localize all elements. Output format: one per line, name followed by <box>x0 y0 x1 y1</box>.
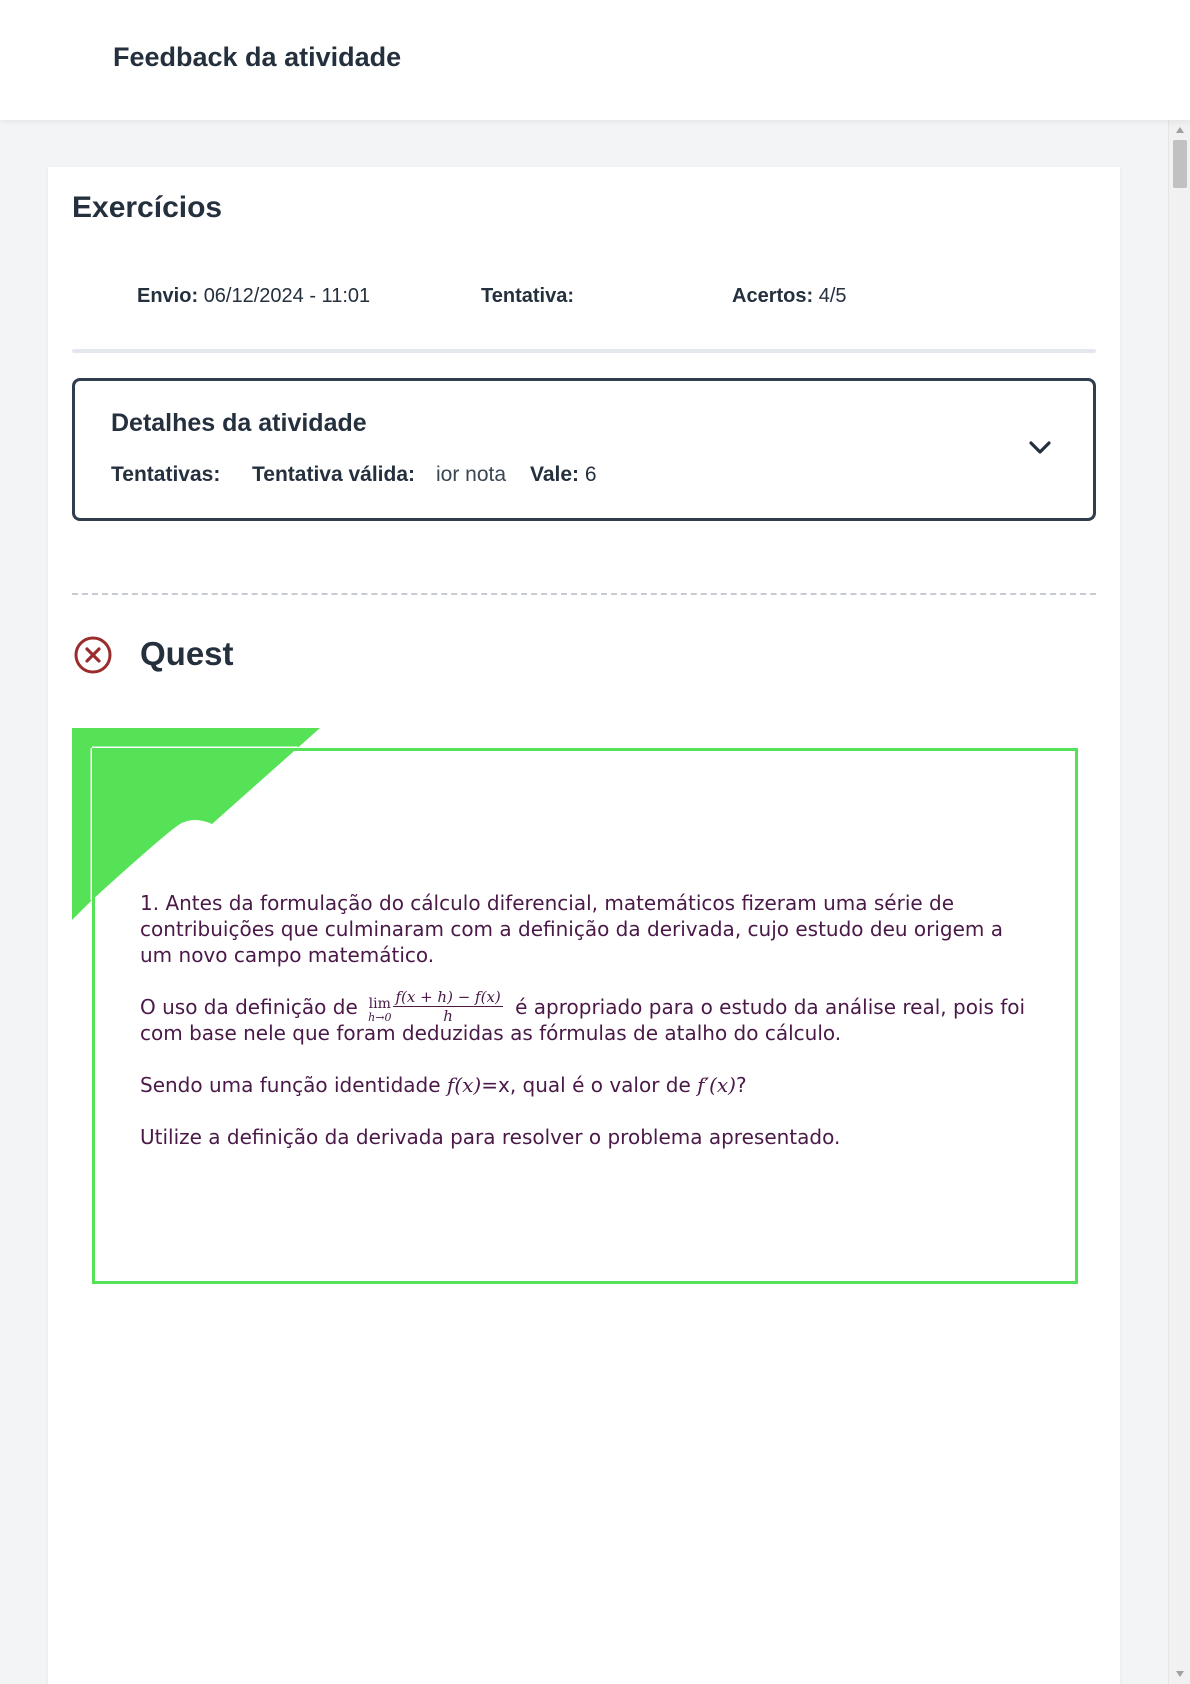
scroll-thumb[interactable] <box>1173 140 1187 188</box>
top-bar <box>0 0 1190 120</box>
lim-word: lim <box>368 995 391 1012</box>
activity-details-panel[interactable] <box>72 378 1096 521</box>
acertos-info <box>732 285 847 308</box>
x-circle-icon <box>72 634 114 676</box>
acertos-value: 4/5 <box>818 285 847 307</box>
p3-b: =x, qual é o valor de <box>481 1073 691 1097</box>
section-title: Exercícios <box>72 191 223 224</box>
question-paragraph-4: Utilize a definição da derivada para resolver o problema apresentado. <box>140 1125 841 1149</box>
question-paragraph-2 <box>140 988 1040 1046</box>
tentativas-label: Tentativas: <box>111 463 221 486</box>
scroll-up-arrow-icon[interactable] <box>1176 127 1184 133</box>
tentativa-valida-value: ior nota <box>436 463 507 486</box>
question-paragraph-3 <box>140 1072 1040 1098</box>
exercises-card <box>48 167 1120 1684</box>
question-text <box>140 890 1040 1176</box>
p2-after: é apropriado para o estudo da análise real, pois foi com base nele que foram deduzidas as fórmulas de atalho do cálculo. <box>140 995 1026 1045</box>
envio-info <box>137 285 370 308</box>
vale-info <box>530 463 597 487</box>
tentativa-info <box>481 285 574 308</box>
details-title: Detalhes da atividade <box>111 409 367 437</box>
page-title: Feedback da atividade <box>113 42 402 72</box>
scroll-down-arrow-icon[interactable] <box>1176 1671 1184 1677</box>
p3-fpx: f′(x) <box>697 1073 736 1097</box>
question-paragraph-1: 1. Antes da formulação do cálculo diferencial, matemáticos fizeram uma série de contribuições que culminaram com a definição da derivada, cujo estudo deu origem a um novo campo matemático. <box>140 891 1004 967</box>
vertical-scrollbar[interactable] <box>1168 120 1190 1684</box>
p2-before: O uso da definição de <box>140 995 358 1019</box>
meta-divider <box>72 349 1096 353</box>
envio-value: 06/12/2024 - 11:01 <box>203 285 371 307</box>
vale-label: Vale: <box>530 463 580 486</box>
section-divider <box>72 593 1096 595</box>
fraction-numerator: f(x + h) − f(x) <box>395 988 501 1006</box>
question-image <box>72 728 1078 1288</box>
p3-a: Sendo uma função identidade <box>140 1073 441 1097</box>
envio-label: Envio: <box>137 285 199 307</box>
fraction-denominator: h <box>443 1007 453 1025</box>
difference-quotient <box>393 989 502 1024</box>
tentativa-valida-label: Tentativa válida: <box>252 463 415 486</box>
vale-value: 6 <box>584 463 597 486</box>
p3-c: ? <box>735 1073 747 1097</box>
chevron-down-icon[interactable] <box>1025 433 1055 463</box>
question-title: Quest <box>140 635 234 672</box>
tentativa-label: Tentativa: <box>481 285 574 307</box>
lim-subscript: h→0 <box>368 1010 392 1024</box>
acertos-label: Acertos: <box>732 285 814 307</box>
p3-fx: f(x) <box>446 1073 482 1097</box>
